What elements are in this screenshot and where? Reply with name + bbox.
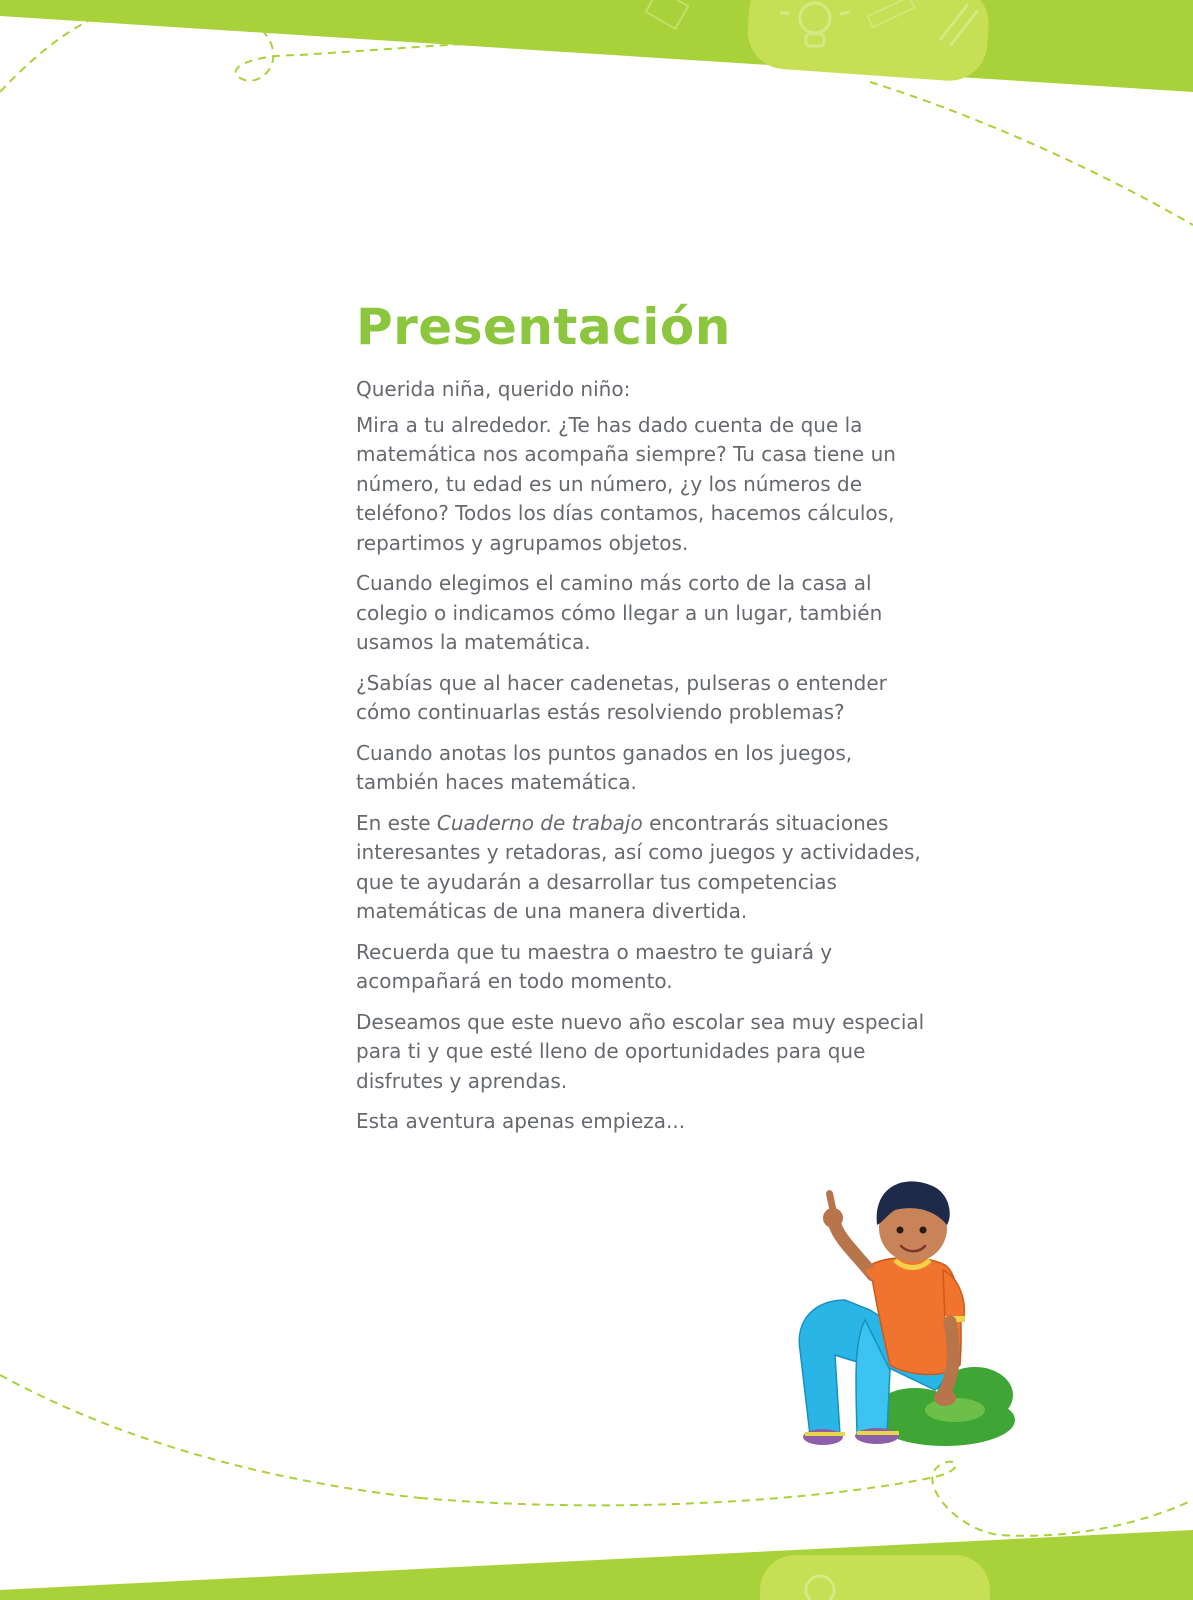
presentation-content [356,300,936,1148]
lightbulb-icon-bottom [806,1576,834,1600]
boy-illustration [795,1170,1025,1460]
grid-icon [646,0,688,29]
shoe-right [855,1428,899,1444]
paragraph-1: Mira a tu alrededor. ¿Te has dado cuenta de que la matemática nos acompaña siempre? Tu casa tiene un número, tu edad es un número, ¿y los números de teléfono? Todos los días contamos, hacemos cálculos, repartimos y agrupamos objetos. [356,412,896,555]
dashed-line-top-right [870,82,1193,225]
notebook-text-before: En este [356,810,437,835]
paragraph-8: Esta aventura apenas empieza... [356,1109,686,1133]
dashed-line-bottom-left [0,1375,420,1498]
bottom-light-patch [760,1555,990,1600]
dashed-line-bottom-right [420,1462,1193,1536]
raised-arm [835,1225,873,1275]
greeting: Querida niña, querido niño: [356,377,631,401]
pencil-icon [940,4,978,46]
paragraph-6: Recuerda que tu maestra o maestro te guiará y acompañará en todo momento. [356,939,833,993]
bottom-green-band [0,1530,1193,1600]
paragraph-2: Cuando elegimos el camino más corto de la casa al colegio o indicamos cómo llegar a un lugar, también usamos la matemática. [356,571,883,654]
paragraph-4: Cuando anotas los puntos ganados en los juegos, también haces matemática. [356,740,853,794]
page-title: Presentación [356,298,731,356]
shoe-left [803,1429,843,1445]
dashed-line-top-loop [236,30,520,81]
dashed-line-top-left [0,20,90,92]
paragraph-notebook [356,809,936,927]
notebook-text-after: encontrarás situaciones interesantes y retadoras, así como juegos y actividades, que te ayudarán a desarrollar tus competencias matemáticas de una manera divertida. [356,810,921,923]
paragraph-7: Deseamos que este nuevo año escolar sea muy especial para ti y que esté lleno de oportunidades para que disfrutes y aprendas. [356,1009,925,1093]
ruler-icon [868,0,915,27]
paragraph-3: ¿Sabías que al hacer cadenetas, pulseras o entender cómo continuarlas estás resolviendo problemas? [356,670,887,724]
lightbulb-icon [780,3,850,46]
top-light-patch [745,0,991,83]
notebook-title: Cuaderno de trabajo [436,810,643,835]
top-green-band [0,0,1193,92]
